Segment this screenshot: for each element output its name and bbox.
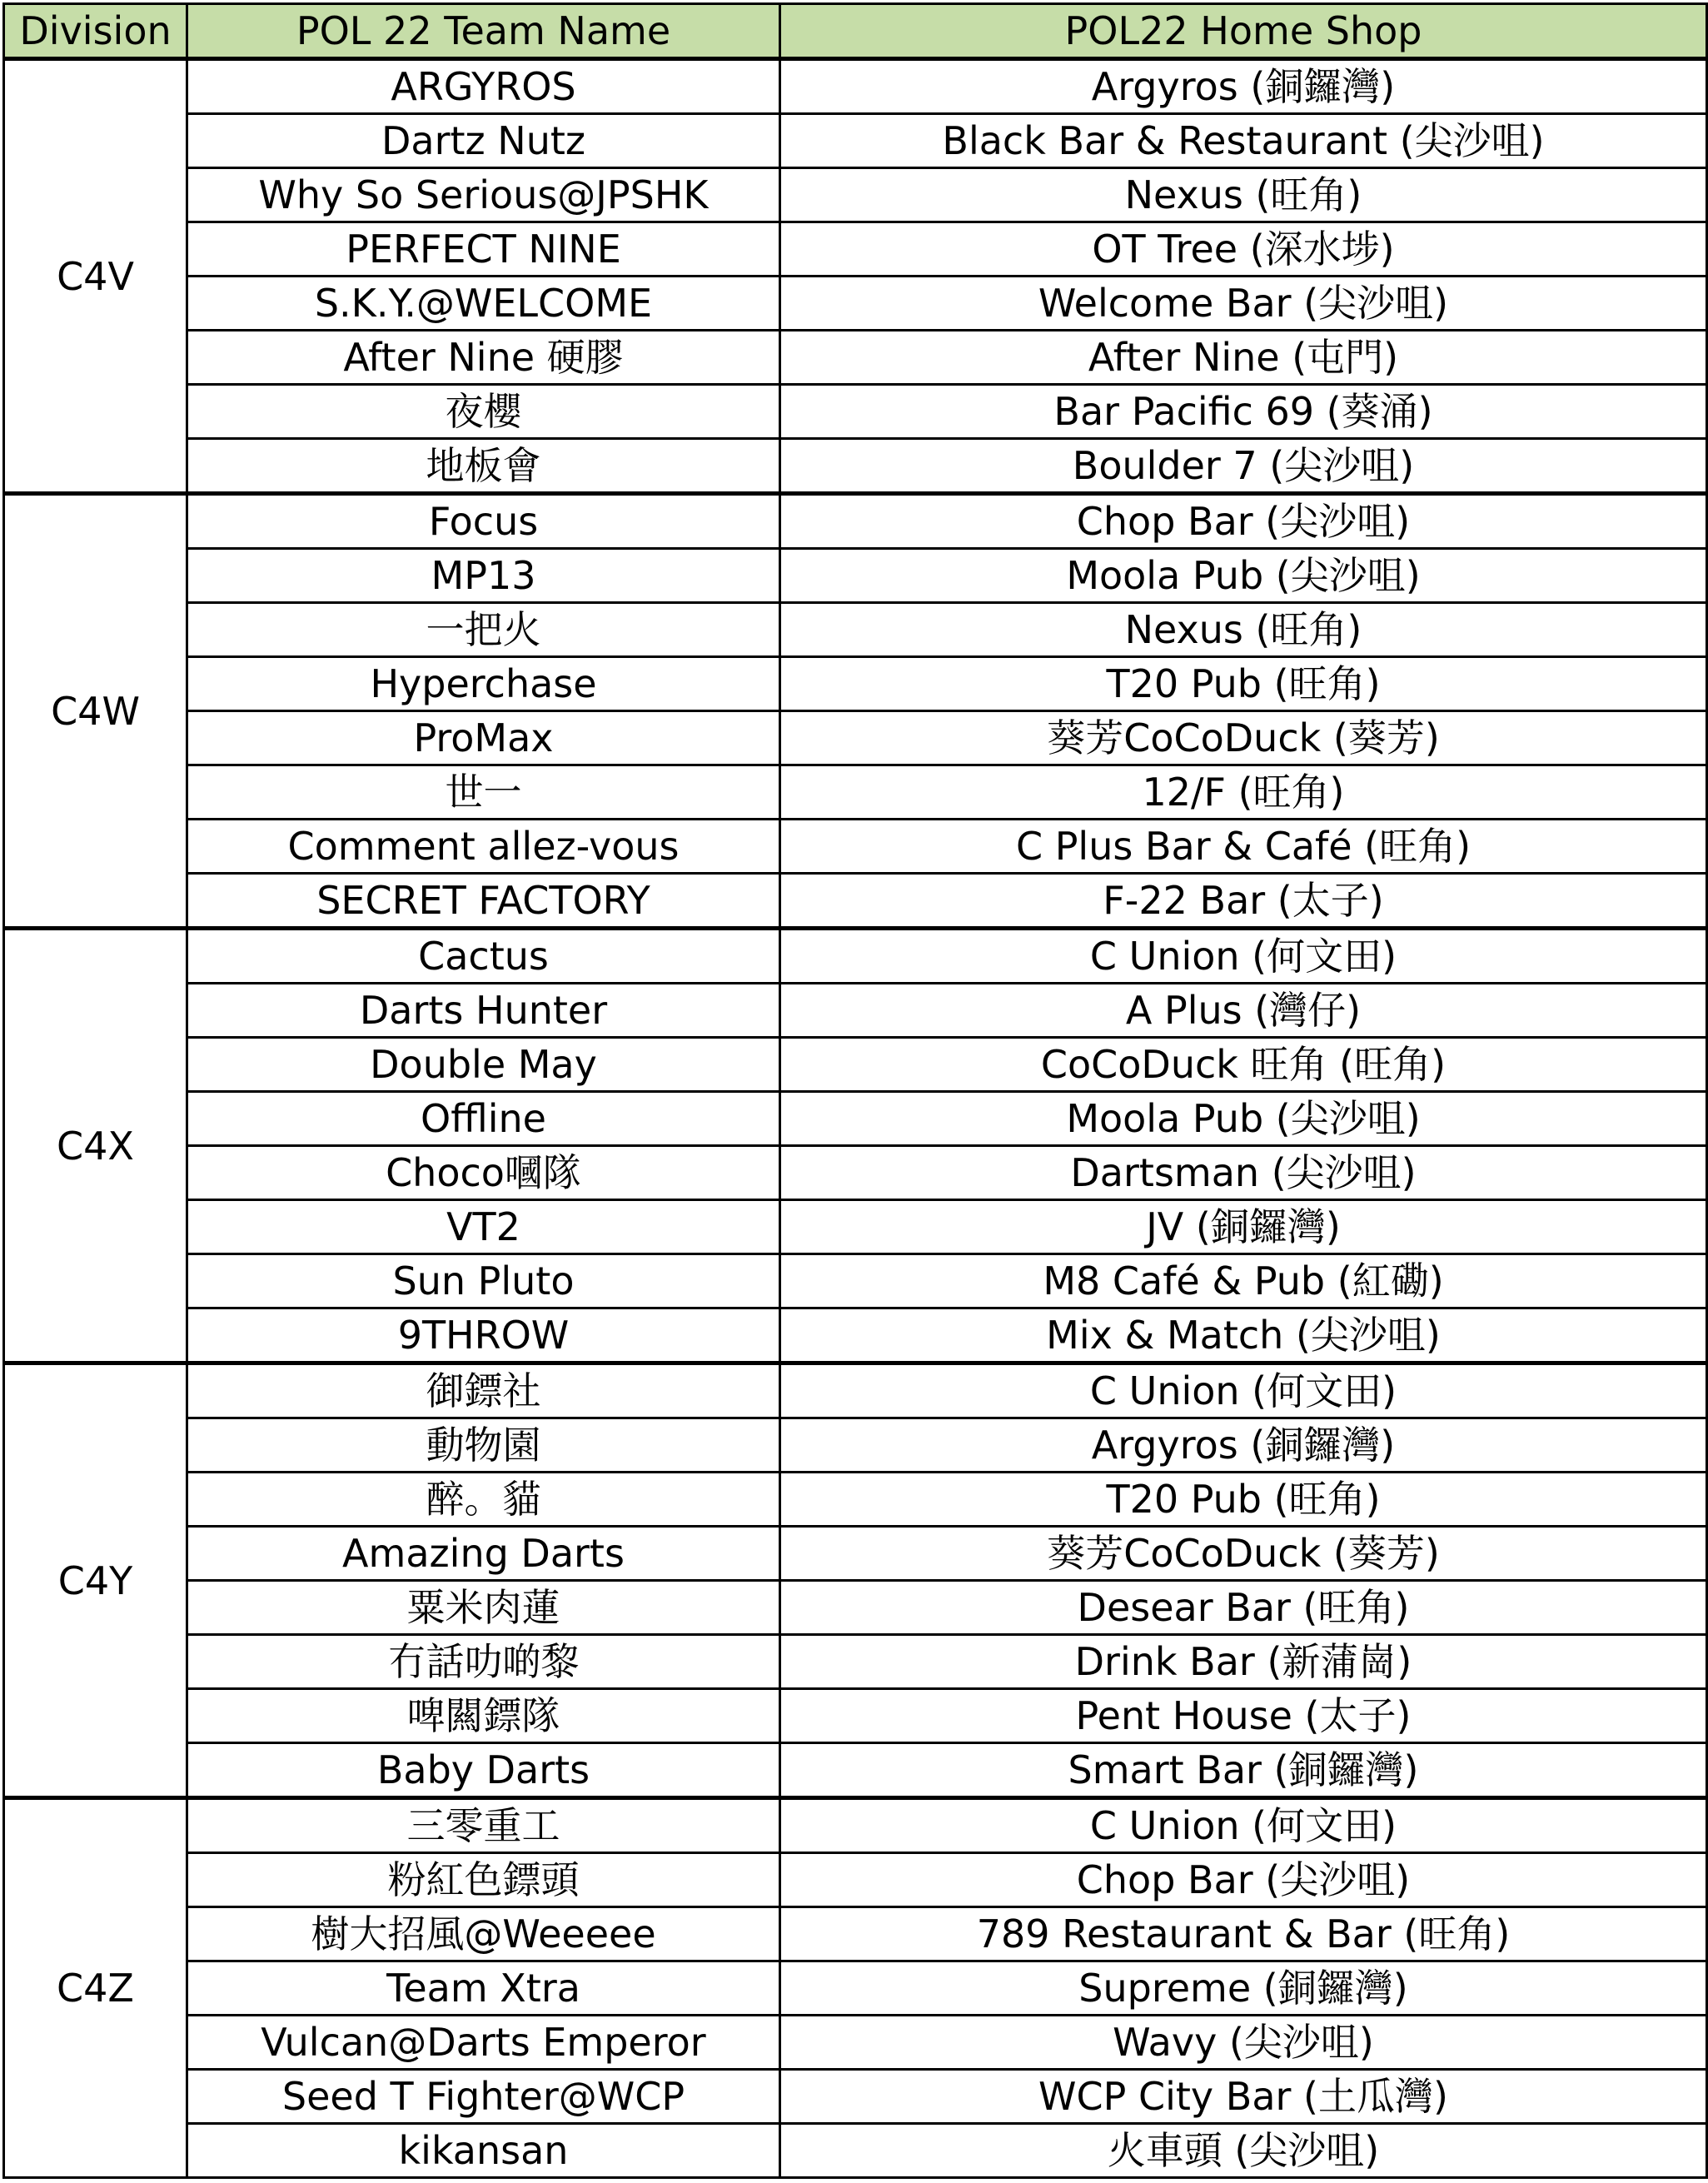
home-shop-cell: M8 Café & Pub (紅磡) [780, 1254, 1707, 1308]
home-shop-cell: Boulder 7 (尖沙咀) [780, 439, 1707, 494]
table-row [4, 874, 1707, 929]
home-shop-cell: Black Bar & Restaurant (尖沙咀) [780, 114, 1707, 168]
table-row [4, 114, 1707, 168]
team-name-cell: 三零重工 [187, 1798, 780, 1853]
table-row [4, 1907, 1707, 1961]
table-row [4, 494, 1707, 549]
table-row [4, 1254, 1707, 1308]
division-cell: C4V [4, 59, 187, 494]
team-name-cell: Dartz Nutz [187, 114, 780, 168]
home-shop-cell: 火車頭 (尖沙咀) [780, 2124, 1707, 2178]
home-shop-cell: C Union (何文田) [780, 1798, 1707, 1853]
team-name-cell: 啤闗鏢隊 [187, 1689, 780, 1743]
home-shop-cell: Argyros (銅鑼灣) [780, 59, 1707, 114]
home-shop-cell: A Plus (灣仔) [780, 984, 1707, 1038]
home-shop-cell: CoCoDuck 旺角 (旺角) [780, 1038, 1707, 1092]
team-name-cell: 一把火 [187, 603, 780, 657]
table-row [4, 439, 1707, 494]
home-shop-cell: Moola Pub (尖沙咀) [780, 1092, 1707, 1146]
home-shop-cell: Nexus (旺角) [780, 168, 1707, 222]
home-shop-cell: Chop Bar (尖沙咀) [780, 1853, 1707, 1907]
team-name-cell: Offline [187, 1092, 780, 1146]
team-name-cell: Cactus [187, 929, 780, 984]
table-row [4, 1418, 1707, 1473]
team-name-cell: Comment allez-vous [187, 820, 780, 874]
table-row [4, 929, 1707, 984]
home-shop-cell: Desear Bar (旺角) [780, 1581, 1707, 1635]
team-name-cell: 夜櫻 [187, 385, 780, 439]
division-cell: C4X [4, 929, 187, 1363]
team-name-cell: Seed T Fighter@WCP [187, 2070, 780, 2124]
table-row [4, 1798, 1707, 1853]
team-name-cell: 世一 [187, 765, 780, 820]
header-home-shop: POL22 Home Shop [780, 4, 1707, 59]
team-name-cell: Why So Serious@JPSHK [187, 168, 780, 222]
table-row [4, 331, 1707, 385]
team-name-cell: 粟米肉蓮 [187, 1581, 780, 1635]
table-row [4, 385, 1707, 439]
home-shop-cell: JV (銅鑼灣) [780, 1200, 1707, 1254]
table-row [4, 765, 1707, 820]
home-shop-cell: Moola Pub (尖沙咀) [780, 549, 1707, 603]
team-name-cell: 醉。貓 [187, 1473, 780, 1527]
table-row [4, 1527, 1707, 1581]
table-header [4, 4, 1707, 59]
table-row [4, 1308, 1707, 1363]
home-shop-cell: Smart Bar (銅鑼灣) [780, 1743, 1707, 1798]
table-row [4, 1038, 1707, 1092]
division-cell: C4Z [4, 1798, 187, 2178]
team-name-cell: VT2 [187, 1200, 780, 1254]
table-row [4, 2070, 1707, 2124]
table-row [4, 657, 1707, 711]
header-team-name: POL 22 Team Name [187, 4, 780, 59]
table-row [4, 1635, 1707, 1689]
team-name-cell: 御鏢社 [187, 1363, 780, 1418]
home-shop-cell: OT Tree (深水埗) [780, 222, 1707, 277]
team-name-cell: Baby Darts [187, 1743, 780, 1798]
team-name-cell: Amazing Darts [187, 1527, 780, 1581]
table-row [4, 711, 1707, 765]
table-row [4, 2016, 1707, 2070]
home-shop-cell: Supreme (銅鑼灣) [780, 1961, 1707, 2016]
team-name-cell: Darts Hunter [187, 984, 780, 1038]
home-shop-cell: F-22 Bar (太子) [780, 874, 1707, 929]
home-shop-cell: T20 Pub (旺角) [780, 657, 1707, 711]
table-body [4, 59, 1707, 2178]
home-shop-cell: Drink Bar (新蒲崗) [780, 1635, 1707, 1689]
home-shop-cell: C Union (何文田) [780, 929, 1707, 984]
team-name-cell: S.K.Y.@WELCOME [187, 277, 780, 331]
table-row [4, 1363, 1707, 1418]
home-shop-cell: 12/F (旺角) [780, 765, 1707, 820]
home-shop-cell: Bar Pacific 69 (葵涌) [780, 385, 1707, 439]
team-name-cell: Sun Pluto [187, 1254, 780, 1308]
home-shop-cell: Argyros (銅鑼灣) [780, 1418, 1707, 1473]
team-name-cell: 樹大招風@Weeeee [187, 1907, 780, 1961]
table-row [4, 1581, 1707, 1635]
division-cell: C4Y [4, 1363, 187, 1798]
table-row [4, 2124, 1707, 2178]
table-row [4, 222, 1707, 277]
table-row [4, 1961, 1707, 2016]
table-row [4, 168, 1707, 222]
table-row [4, 603, 1707, 657]
home-shop-cell: Nexus (旺角) [780, 603, 1707, 657]
header-division: Division [4, 4, 187, 59]
home-shop-cell: Welcome Bar (尖沙咀) [780, 277, 1707, 331]
team-name-cell: MP13 [187, 549, 780, 603]
team-name-cell: 粉紅色鏢頭 [187, 1853, 780, 1907]
table-row [4, 1743, 1707, 1798]
table-row [4, 1689, 1707, 1743]
table-row [4, 1092, 1707, 1146]
home-shop-cell: Chop Bar (尖沙咀) [780, 494, 1707, 549]
table-row [4, 984, 1707, 1038]
team-name-cell: PERFECT NINE [187, 222, 780, 277]
header-row [4, 4, 1707, 59]
team-name-cell: 地板會 [187, 439, 780, 494]
home-shop-cell: WCP City Bar (土瓜灣) [780, 2070, 1707, 2124]
home-shop-cell: After Nine (屯門) [780, 331, 1707, 385]
home-shop-cell: 葵芳CoCoDuck (葵芳) [780, 1527, 1707, 1581]
home-shop-cell: 葵芳CoCoDuck (葵芳) [780, 711, 1707, 765]
home-shop-cell: T20 Pub (旺角) [780, 1473, 1707, 1527]
home-shop-cell: Dartsman (尖沙咀) [780, 1146, 1707, 1200]
team-name-cell: After Nine 硬膠 [187, 331, 780, 385]
team-name-cell: SECRET FACTORY [187, 874, 780, 929]
team-name-cell: 冇話叻啲黎 [187, 1635, 780, 1689]
home-shop-cell: Pent House (太子) [780, 1689, 1707, 1743]
home-shop-cell: Wavy (尖沙咀) [780, 2016, 1707, 2070]
team-name-cell: Choco嘓隊 [187, 1146, 780, 1200]
home-shop-cell: Mix & Match (尖沙咀) [780, 1308, 1707, 1363]
team-name-cell: Focus [187, 494, 780, 549]
team-name-cell: 動物園 [187, 1418, 780, 1473]
home-shop-cell: C Union (何文田) [780, 1363, 1707, 1418]
team-name-cell: 9THROW [187, 1308, 780, 1363]
team-name-cell: ProMax [187, 711, 780, 765]
team-name-cell: Double May [187, 1038, 780, 1092]
division-cell: C4W [4, 494, 187, 929]
table-row [4, 1200, 1707, 1254]
home-shop-cell: C Plus Bar & Café (旺角) [780, 820, 1707, 874]
table-row [4, 277, 1707, 331]
team-roster-table [2, 2, 1708, 2179]
home-shop-cell: 789 Restaurant & Bar (旺角) [780, 1907, 1707, 1961]
team-name-cell: kikansan [187, 2124, 780, 2178]
table-row [4, 1853, 1707, 1907]
team-name-cell: Team Xtra [187, 1961, 780, 2016]
table-row [4, 59, 1707, 114]
team-name-cell: Vulcan@Darts Emperor [187, 2016, 780, 2070]
table-row [4, 549, 1707, 603]
team-name-cell: ARGYROS [187, 59, 780, 114]
team-name-cell: Hyperchase [187, 657, 780, 711]
table-row [4, 820, 1707, 874]
table-row [4, 1146, 1707, 1200]
table-row [4, 1473, 1707, 1527]
